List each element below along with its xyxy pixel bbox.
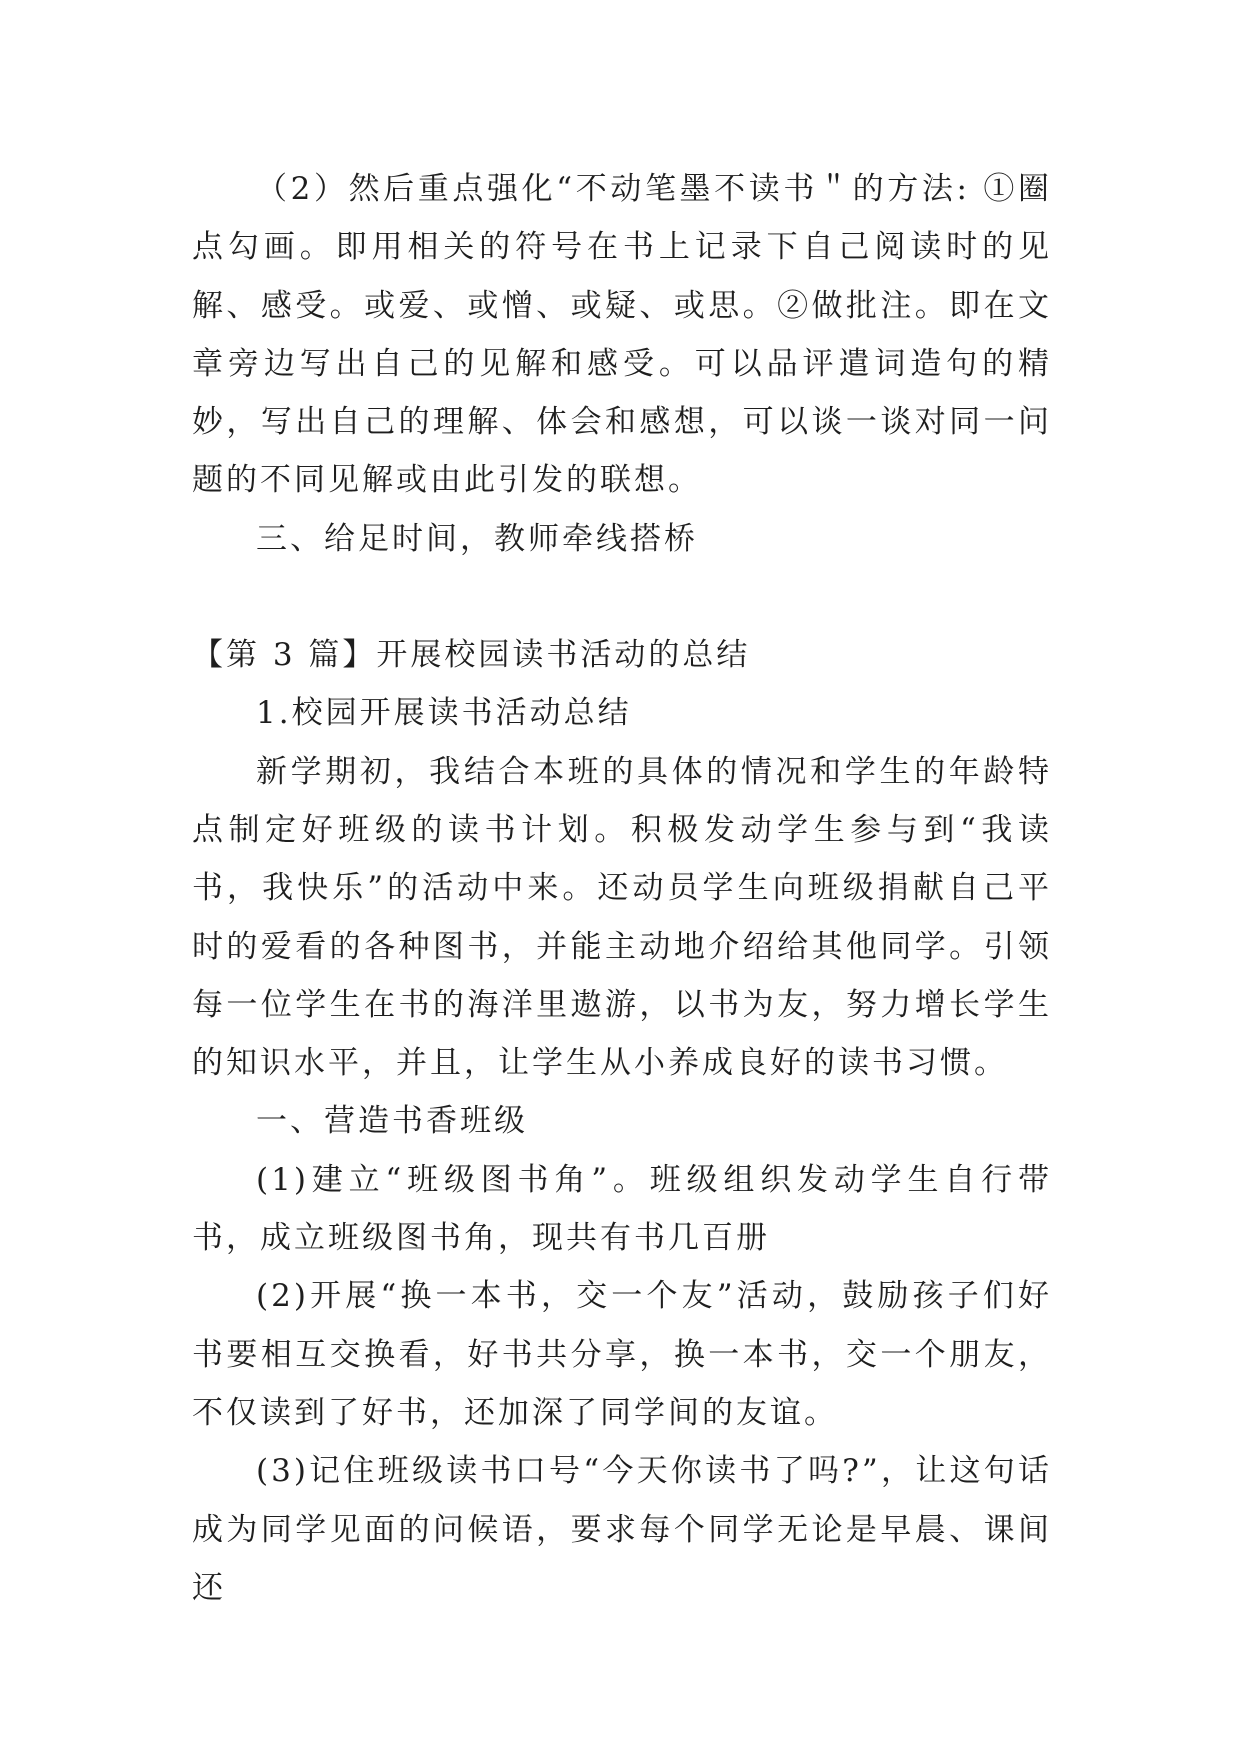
- blank-line: [192, 568, 1052, 626]
- paragraph-item-3: (3)记住班级读书口号“今天你读书了吗?”，让这句话成为同学见面的问候语，要求每个同学无论是早晨、课间还: [192, 1453, 1052, 1606]
- section-heading: 【第 3 篇】开展校园读书活动的总结: [192, 637, 751, 674]
- document-body: [192, 160, 1052, 1617]
- paragraph-semester-plan: 新学期初，我结合本班的具体的情况和学生的年龄特点制定好班级的读书计划。积极发动学生参与到“我读书，我快乐”的活动中来。还动员学生向班级捐献自己平时的爱看的各种图书，并能主动地介绍给其他同学。引领每一位学生在书的海洋里遨游，以书为友，努力增长学生的知识水平，并且，让学生从小养成良好的读书习惯。: [192, 753, 1052, 1082]
- paragraph-section-three: 三、给足时间，教师牵线搭桥: [256, 520, 698, 557]
- paragraph-item-2: (2)开展“换一本书，交一个友”活动，鼓励孩子们好书要相互交换看，好书共分享，换一本书，交一个朋友，不仅读到了好书，还加深了同学间的友谊。: [192, 1278, 1052, 1431]
- paragraph-item-1: (1)建立“班级图书角”。班级组织发动学生自行带书，成立班级图书角，现共有书几百册: [192, 1161, 1052, 1257]
- paragraph-subtitle: 1.校园开展读书活动总结: [256, 695, 632, 732]
- paragraph-reading-method: （2）然后重点强化“不动笔墨不读书＂的方法: ①圈点勾画。即用相关的符号在书上记录下自己阅读时的见解、感受。或爱、或憎、或疑、或思。②做批注。即在文章旁边写出自己的见解和感受。可以品评遣词造句的精妙，写出自己的理解、体会和感想，可以谈一谈对同一问题的不同见解或由此引发的联想。: [192, 171, 1052, 499]
- paragraph-section-one: 一、营造书香班级: [256, 1103, 528, 1140]
